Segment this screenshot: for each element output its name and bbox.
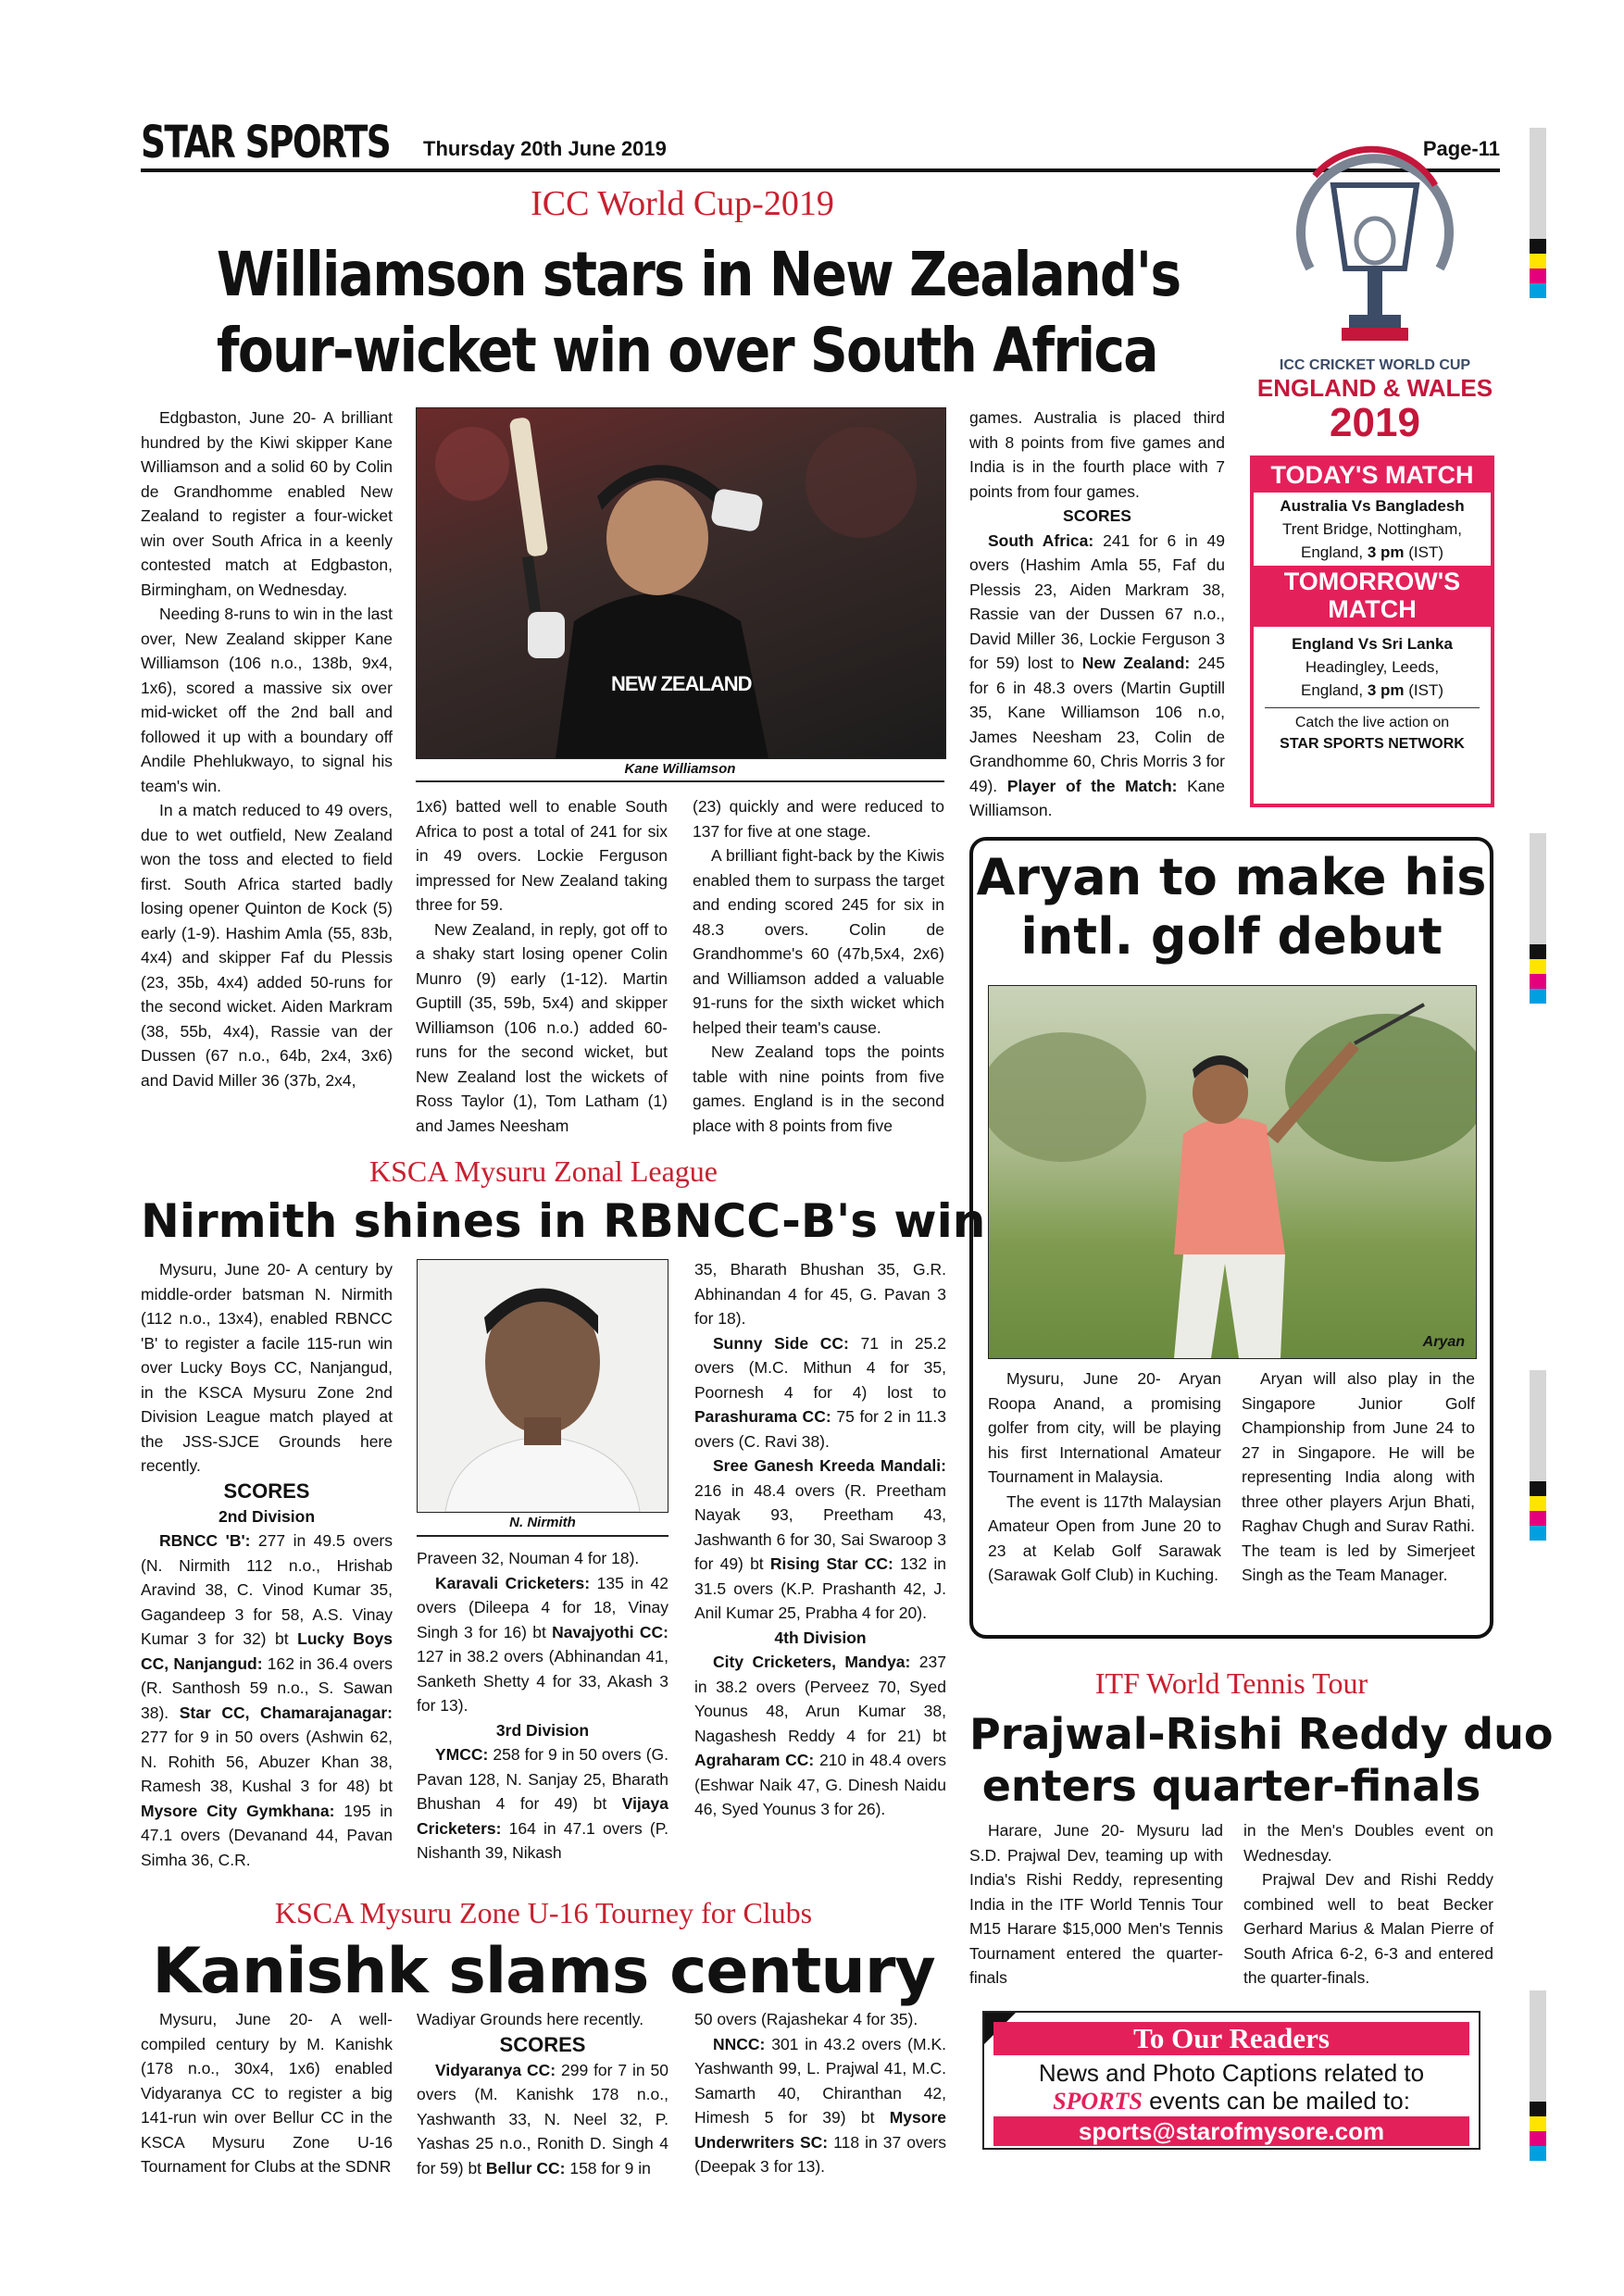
tennis-col1-p1: Harare, June 20- Mysuru lad S.D. Prajwal Dev, teaming up with India's Rishi Reddy, representing India in the ITF World Tennis Tour M15 Harare $15,000 Men's Tennis Tournament entered the quarter-finals — [969, 1821, 1223, 1987]
registration-mark-1 — [1530, 128, 1546, 298]
kane-williamson-photo — [416, 407, 946, 759]
main-scores-sa: South Africa: 241 for 6 in 49 overs (Hashim Amla 55, Faf du Plessis 23, Aiden Markram 38, Rassie van der Dussen 67 n.o., David Miller 36, Lockie Ferguson 3 for 59) lost to New Zealand: 245 for 6 in 48.3 overs (Martin Guptill 35, Kane Williamson 106 n.o, James Neesham 23, Colin de Grandhomme 60, Chris Morris 3 for 49). Player of the Match: Kane Williamson. — [969, 530, 1225, 819]
u16-headline: Kanishk slams century — [152, 1935, 935, 2008]
catch-line: Catch the live action on — [1294, 715, 1450, 730]
u16-result-1: Vidyaranya CC: 299 for 7 in 50 overs (M. Kanishk 178 n.o., Yashwanth 33, N. Neel 32, P. Yashas 25 n.o., Ronith D. Singh 4 for 59) bt Bellur CC: 158 for 9 in — [417, 2060, 668, 2177]
readers-box — [982, 2011, 1480, 2150]
network-name: STAR SPORTS NETWORK — [1280, 736, 1465, 752]
world-cup-logo — [1245, 130, 1505, 444]
zonal-col2-p1: Praveen 32, Nouman 4 for 18). — [417, 1549, 640, 1567]
zonal-scores-heading: SCORES — [223, 1479, 310, 1503]
match-schedule-box — [1250, 455, 1494, 807]
section-label-tennis: ITF World Tennis Tour — [1094, 1666, 1368, 1700]
registration-mark-4 — [1530, 1990, 1546, 2161]
tennis-col2-p1: in the Men's Doubles event on Wednesday. — [1243, 1821, 1493, 1865]
golfer-illustration — [989, 986, 1476, 1358]
batsman-illustration — [417, 408, 945, 758]
u16-scores-heading: SCORES — [499, 2032, 586, 2056]
issue-date: Thursday 20th June 2019 — [423, 137, 667, 160]
today-teams: Australia Vs Bangladesh — [1280, 497, 1465, 515]
main-col-3 — [693, 794, 944, 1138]
tennis-headline-line2: enters quarter-finals — [981, 1761, 1481, 1811]
section-label-u16: KSCA Mysuru Zone U-16 Tourney for Clubs — [274, 1896, 813, 1929]
readers-line1: News and Photo Captions related to — [1038, 2059, 1425, 2087]
golf-col-2 — [1242, 1366, 1475, 1588]
trophy-icon — [1245, 130, 1505, 380]
main-col3-p1: (23) quickly and were reduced to 137 for five at one stage. — [693, 797, 944, 841]
u16-result-2: NNCC: 301 in 43.2 overs (M.K. Yashwanth 99, L. Prajwal 41, M.C. Samarth 40, Chiranthan 42, Himesh 5 for 39) bt Mysore Underwriters SC: 118 in 37 overs (Deepak 3 for 13). — [694, 2034, 947, 2176]
today-venue: Trent Bridge, Nottingham, — [1281, 520, 1462, 538]
golf-headline-line2: intl. golf debut — [1020, 907, 1443, 966]
u16-col3-p1: 50 overs (Rajashekar 4 for 35). — [694, 2010, 918, 2028]
main-col4-p1: games. Australia is placed third with 8 points from five games and India is in the fourth place with 7 points from four games. — [969, 408, 1225, 501]
main-col1-p1: Edgbaston, June 20- A brilliant hundred by the Kiwi skipper Kane Williamson and a solid 60 by Colin de Grandhomme enabled New Zealand to register a four-wicket win over South Africa in a keenly contested match at Edgbaston, Birmingham, on Wednesday. — [141, 408, 393, 599]
zonal-result-5: Sree Ganesh Kreeda Mandali: 216 in 48.4 overs (R. Preetham Nayak 93, Preetham 43, Jashwanth 6 for 30, Sai Swaroop 3 for 49) bt Rising Star CC: 132 in 31.5 overs (K.P. Prashanth 42, J. Anil Kumar 25, Prabha 4 for 20). — [694, 1456, 946, 1622]
main-col2-p1: 1x6) batted well to enable South Africa to post a total of 241 for six in 49 overs. Lockie Ferguson impressed for New Zealand taking three for 59. — [416, 797, 668, 914]
golf-col-1 — [988, 1366, 1221, 1588]
golf-col2-p1: Aryan will also play in the Singapore Junior Golf Championship from June 24 to 27 in Singapore. He will be representing India along with three other players Arjun Bhati, Raghav Chugh and Surav Rathi. The team is led by Simerjeet Singh as the Team Manager. — [1242, 1369, 1475, 1584]
aryan-golf-photo — [988, 985, 1477, 1359]
today-time: England, 3 pm (IST) — [1300, 543, 1444, 561]
zonal-col1-p1: Mysuru, June 20- A century by middle-order batsman N. Nirmith (112 n.o., 13x4), enabled RBNCC 'B' to register a facile 115-run win over Lucky Boys CC, Nanjangud, in the KSCA Mysuru Zone 2nd Division League match played at the JSS-SJCE Grounds here recently. — [141, 1260, 393, 1475]
zonal-result-6: City Cricketers, Mandya: 237 in 38.2 overs (Perveez 70, Syed Younus 48, Arun Kumar 38, Nagashesh Reddy 4 for 21) bt Agraharam CC: 210 in 48.4 overs (Eshwar Naik 47, G. Dinesh Naidu 46, Syed Younus 3 for 26). — [694, 1653, 946, 1818]
readers-email[interactable]: sports@starofmysore.com — [993, 2116, 1469, 2146]
u16-col-3 — [694, 2007, 946, 2179]
tomorrow-teams: England Vs Sri Lanka — [1292, 635, 1453, 653]
zonal-div2-heading: 2nd Division — [218, 1506, 316, 1526]
u16-col-1 — [141, 2007, 393, 2179]
n-nirmith-photo — [417, 1259, 668, 1513]
tomorrow-venue: Headingley, Leeds, — [1305, 658, 1440, 676]
main-col3-p3: New Zealand tops the points table with nine points from five games. England is in the second place with 8 points from five — [693, 1042, 944, 1135]
main-headline-line1: Williamson stars in New Zealand's — [216, 239, 1181, 310]
tomorrow-time: England, 3 pm (IST) — [1300, 681, 1444, 699]
nirmith-photo-caption: N. Nirmith — [509, 1515, 576, 1530]
zonal-col-2 — [417, 1546, 668, 1866]
registration-mark-2 — [1530, 833, 1546, 1004]
divider — [1265, 707, 1480, 708]
readers-line2: SPORTS events can be mailed to: — [1053, 2087, 1410, 2115]
registration-mark-3 — [1530, 1370, 1546, 1541]
golf-col1-p1: Mysuru, June 20- Aryan Roopa Anand, a promising golfer from city, will be playing his first International Amateur Tournament in Malaysia. — [988, 1369, 1221, 1486]
caption-rule-2 — [417, 1535, 668, 1537]
main-col-1 — [141, 406, 393, 1092]
golf-col1-p2: The event is 117th Malaysian Amateur Open from June 20 to 23 at Kelab Golf Sarawak (Sarawak Golf Club) in Kuching. — [988, 1491, 1221, 1584]
zonal-div4-heading: 4th Division — [774, 1628, 867, 1647]
portrait-illustration — [418, 1260, 668, 1512]
golf-headline-line1: Aryan to make his — [976, 848, 1487, 906]
section-label-zonal: KSCA Mysuru Zonal League — [369, 1154, 718, 1188]
logo-line1: ICC CRICKET WORLD CUP — [1279, 357, 1471, 373]
zonal-headline: Nirmith shines in RBNCC-B's win — [141, 1194, 986, 1248]
u16-col-2 — [417, 2007, 668, 2180]
main-col-4 — [969, 406, 1225, 823]
main-scores-heading: SCORES — [1063, 506, 1131, 525]
u16-col2-p1: Wadiyar Grounds here recently. — [417, 2010, 644, 2028]
main-col2-p2: New Zealand, in reply, got off to a shaky start losing opener Colin Munro (9) early (1-12). Martin Guptill (35, 59b, 5x4) and skipper Williamson (106 n.o.) added 60-runs for the second wicket, but New Zealand lost the wickets of Ross Taylor (1), Tom Latham (1) and James Neesham — [416, 919, 668, 1135]
kane-photo-caption: Kane Williamson — [624, 761, 736, 777]
zonal-result-4: Sunny Side CC: 71 in 25.2 overs (M.C. Mithun 4 for 35, Poornesh 4 for 4) lost to Parashurama CC: 75 for 2 in 11.3 overs (C. Ravi 38). — [694, 1333, 946, 1451]
caption-rule — [416, 780, 944, 782]
main-col1-p3: In a match reduced to 49 overs, due to wet outfield, New Zealand won the toss and elected to field first. South Africa started badly losing opener Quinton de Kock (5) early (1-9). Hashim Amla (55, 83b, 4x4) and skipper Faf du Plessis (23, 35b, 4x4) added 50-runs for the second wicket. Aiden Markram (38, 55b, 4x4), Rassie van der Dussen (67 n.o., 64b, 2x4, 3x6) and David Miller 36 (37b, 2x4, — [141, 801, 393, 1090]
tennis-col-1 — [969, 1818, 1223, 1990]
logo-line2: ENGLAND & WALES — [1256, 374, 1493, 402]
tomorrow-title: TOMORROW'S MATCH — [1254, 566, 1491, 627]
main-col3-p2: A brilliant fight-back by the Kiwis enabled them to surpass the target and ending scored 245 for six in 48.3 overs. Colin de Grandhomme's 60 (47b,5x4, 2x6) and Williamson added a valuable 91-runs for the sixth wicket which helped their team's cause. — [693, 846, 944, 1037]
main-headline-line2: four-wicket win over South Africa — [216, 315, 1157, 386]
page-number: Page-11 — [1422, 137, 1500, 160]
tennis-headline-line1: Prajwal-Rishi Reddy duo — [969, 1709, 1554, 1759]
tennis-col-2 — [1243, 1818, 1493, 1990]
zonal-col3-p1: 35, Bharath Bhushan 35, G.R. Abhinandan 4 for 45, G. Pavan 3 for 18). — [694, 1260, 946, 1328]
zonal-col-3 — [694, 1257, 946, 1822]
zonal-result-2: Karavali Cricketers: 135 in 42 overs (Dileepa 4 for 18, Vinay Singh 3 for 16) bt Navajyothi CC: 127 in 38.2 overs (Abhinandan 41, Sanketh Shetty 4 for 33, Akash 3 for 13). — [417, 1573, 669, 1715]
main-col-2 — [416, 794, 668, 1138]
section-label-worldcup: ICC World Cup-2019 — [531, 184, 834, 223]
main-col1-p2: Needing 8-runs to win in the last over, New Zealand skipper Kane Williamson (106 n.o., 138b, 9x4, 1x6), scored a massive six over mid-wicket off the 2nd ball and followed it up with a boundary off Andile Phehlukwayo, to signal his team's win. — [141, 605, 393, 795]
readers-title: To Our Readers — [993, 2022, 1469, 2055]
zonal-result-3: YMCC: 258 for 9 in 50 overs (G. Pavan 128, N. Sanjay 25, Bharath Bhushan 4 for 49) bt Vijaya Cricketers: 164 in 47.1 overs (P. Nishanth 39, Nikash — [417, 1745, 668, 1862]
tennis-col2-p2: Prajwal Dev and Rishi Reddy combined well to beat Becker Gerhard Marius & Malan Pierre of South Africa 6-2, 6-3 and entered the quarter-finals. — [1243, 1870, 1493, 1987]
jersey-text: NEW ZEALAND — [611, 672, 752, 695]
logo-year: 2019 — [1330, 400, 1420, 445]
zonal-result-1: RBNCC 'B': 277 in 49.5 overs (N. Nirmith 112 n.o., Hrishab Aravind 38, C. Vinod Kumar 35, Gagandeep 3 for 58, A.S. Vinay Kumar 3 for 32) bt Lucky Boys CC, Nanjangud: 162 in 36.4 overs (R. Santhosh 59 n.o., S. Sawan 38). Star CC, Chamarajanagar: 277 for 9 in 50 overs (Ashwin 62, N. Rohith 56, Abuzer Khan 38, Ramesh 38, Kushal 3 for 48) bt Mysore City Gymkhana: 195 in 47.1 overs (Devanand 44, Pavan Simha 36, C.R. — [141, 1531, 394, 1869]
aryan-photo-caption: Aryan — [1422, 1334, 1465, 1350]
u16-col1-p1: Mysuru, June 20- A well-compiled century by M. Kanishk (178 n.o., 30x4, 1x6) enabled Vidyaranya CC to register a big 141-run win over Bellur CC in the KSCA Mysuru Zone U-16 Tournament for Clubs at the SDNR — [141, 2010, 393, 2176]
zonal-div3-heading: 3rd Division — [495, 1720, 590, 1740]
zonal-col-1 — [141, 1257, 393, 1872]
brand-logo: STAR SPORTS — [141, 117, 391, 168]
today-title: TODAY'S MATCH — [1254, 459, 1491, 493]
